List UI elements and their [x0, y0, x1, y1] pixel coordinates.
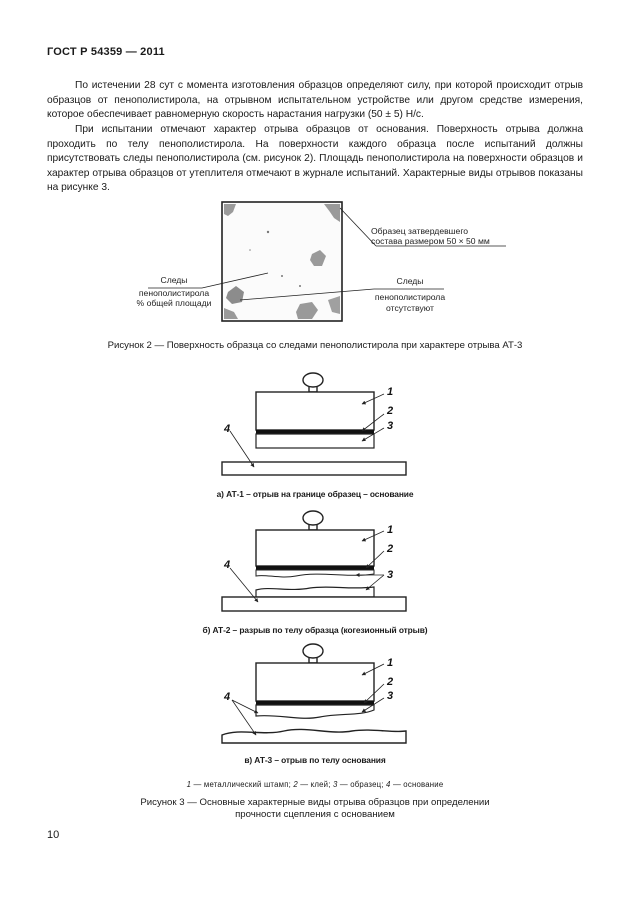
fig3b-subcaption: б) АТ-2 – разрыв по телу образца (когезионный отрыв): [202, 625, 428, 635]
fig2-label-absent-1: Следы: [396, 276, 424, 286]
fig3a-subcaption: а) АТ-1 – отрыв на границе образец – основание: [216, 489, 414, 499]
fig3b-diagram: [222, 511, 406, 611]
fig3c-callout-2: 2: [387, 676, 394, 688]
fig3b-callout-1: 1: [387, 524, 394, 536]
fig3c-subcaption: в) АТ-3 – отрыв по телу основания: [244, 755, 386, 765]
fig3b-callout-4: 4: [224, 559, 231, 571]
fig3a-callout-2: 2: [387, 405, 394, 417]
fig2-label-sample-2: состава размером 50 × 50 мм: [371, 236, 490, 246]
fig3a-callout-1: 1: [387, 386, 394, 398]
fig3c-callout-1: 1: [387, 657, 394, 669]
figure3-legend: 1 — металлический штамп; 2 — клей; 3 — образец; 4 — основание: [186, 780, 444, 789]
document-header: ГОСТ Р 54359 — 2011: [47, 46, 165, 58]
figure3-caption-line2: прочности сцепления с основанием: [235, 809, 395, 820]
fig2-label-absent-3: отсутствуют: [386, 303, 434, 313]
fig3a-callout-3: 3: [387, 420, 394, 432]
fig2-label-traces-2: пенополистирола: [138, 288, 210, 298]
fig3b-callout-3: 3: [387, 569, 394, 581]
fig2-label-traces-1: Следы: [160, 275, 188, 285]
page-number: 10: [47, 829, 60, 841]
fig3c-callout-3: 3: [387, 690, 394, 702]
fig3b-callout-2: 2: [387, 543, 394, 555]
fig3a-callout-4: 4: [224, 423, 231, 435]
figure2-sample-square: [222, 202, 342, 321]
fig3c-diagram: [222, 644, 406, 743]
paragraph-1: По истечении 28 сут с момента изготовления образцов определяют силу, при которой происходит отрыв образцов от пенополистирола, на отрывном испытательном устройстве или другом средстве измерения, которое обеспечивает равномерную скорость нарастания нагрузки (50 ± 5) Н/с.: [47, 80, 583, 121]
figure3-caption-line1: Рисунок 3 — Основные характерные виды отрыва образцов при определении: [140, 797, 490, 808]
fig3c-callout-4: 4: [224, 691, 231, 703]
fig2-label-sample-1: Образец затвердевшего: [371, 226, 469, 236]
fig3a-diagram: [222, 373, 406, 475]
fig2-label-traces-3: % общей площади: [136, 298, 212, 308]
figure2-caption: Рисунок 2 — Поверхность образца со следами пенополистирола при характере отрыва АТ-3: [107, 340, 523, 351]
fig2-label-absent-2: пенополистирола: [374, 292, 446, 302]
paragraph-2: При испытании отмечают характер отрыва образцов от основания. Поверхность отрыва должна проходить по телу пенополистирола. На поверхности каждого образца после испытаний должны присутствовать следы пенополистирола (см. рисунок 2). Площадь пенополистирола на поверхности образцов и характер отрыва образцов от утеплителя отмечают в журнале испытаний. Характерные виды отрывов показаны на рисунке 3.: [47, 124, 583, 194]
